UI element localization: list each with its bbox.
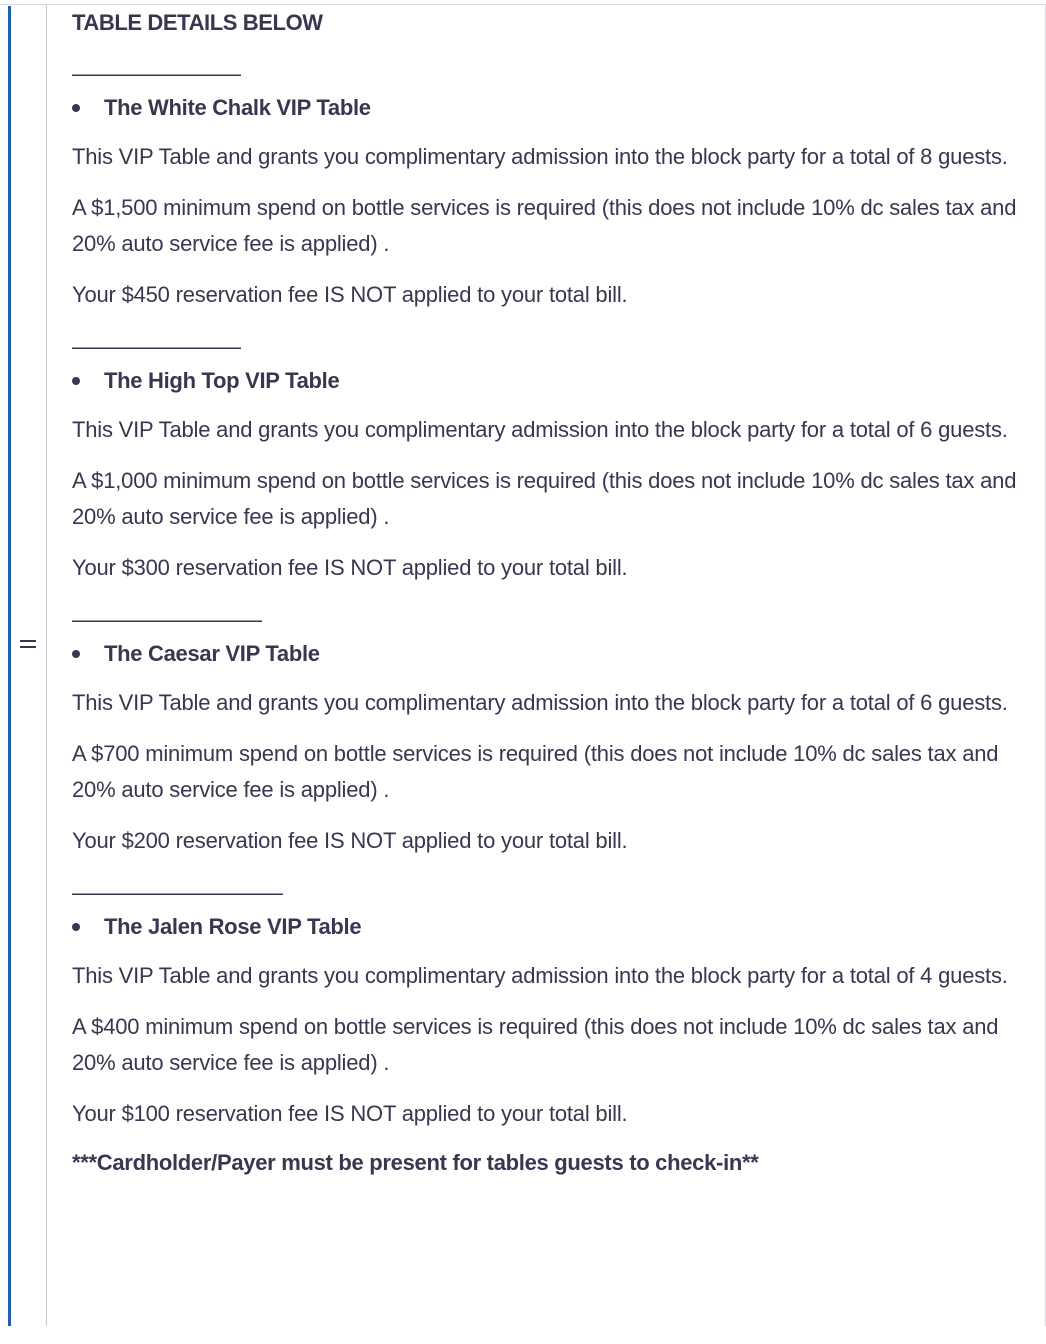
reservation-fee-text: Your $300 reservation fee IS NOT applied to your total bill. (72, 555, 628, 580)
minimum-spend-text: A $1,500 minimum spend on bottle services is required (this does not include 10% dc sales tax and 20% auto service fee is applied) . (72, 195, 1017, 256)
list-item (72, 364, 1027, 398)
section-divider: —————————— (72, 880, 282, 905)
bullet-icon (72, 650, 80, 658)
bullet-icon (72, 377, 80, 385)
checkin-note: ***Cardholder/Payer must be present for tables guests to check-in** (72, 1150, 759, 1175)
section-divider: ———————— (72, 61, 240, 86)
list-item (72, 637, 1027, 671)
section-divider: ———————— (72, 334, 240, 359)
bullet-icon (72, 104, 80, 112)
reservation-fee-text: Your $450 reservation fee IS NOT applied to your total bill. (72, 282, 628, 307)
list-item (72, 910, 1027, 944)
table-title: The High Top VIP Table (104, 368, 340, 393)
admission-text: This VIP Table and grants you complimentary admission into the block party for a total of 6 guests. (72, 690, 1008, 715)
text-block-content[interactable] (72, 6, 1027, 1180)
table-title: The Caesar VIP Table (104, 641, 320, 666)
admission-text: This VIP Table and grants you complimentary admission into the block party for a total of 4 guests. (72, 963, 1008, 988)
reservation-fee-text: Your $200 reservation fee IS NOT applied to your total bill. (72, 828, 628, 853)
reservation-fee-text: Your $100 reservation fee IS NOT applied to your total bill. (72, 1101, 628, 1126)
table-section-white-chalk (72, 63, 1027, 313)
section-heading: TABLE DETAILS BELOW (72, 10, 323, 35)
table-section-high-top (72, 336, 1027, 586)
selected-block-accent (8, 6, 11, 1326)
table-title: The White Chalk VIP Table (104, 95, 371, 120)
table-section-jalen-rose (72, 882, 1027, 1132)
gutter-divider (46, 5, 47, 1326)
section-divider: ————————— (72, 607, 261, 632)
bullet-icon (72, 923, 80, 931)
minimum-spend-text: A $400 minimum spend on bottle services is required (this does not include 10% dc sales tax and 20% auto service fee is applied) . (72, 1014, 999, 1075)
admission-text: This VIP Table and grants you complimentary admission into the block party for a total of 8 guests. (72, 144, 1008, 169)
minimum-spend-text: A $1,000 minimum spend on bottle services is required (this does not include 10% dc sales tax and 20% auto service fee is applied) . (72, 468, 1017, 529)
table-section-caesar (72, 609, 1027, 859)
table-title: The Jalen Rose VIP Table (104, 914, 362, 939)
admission-text: This VIP Table and grants you complimentary admission into the block party for a total of 6 guests. (72, 417, 1008, 442)
block-gutter (11, 5, 47, 1326)
editor-top-border (0, 4, 1046, 5)
minimum-spend-text: A $700 minimum spend on bottle services is required (this does not include 10% dc sales tax and 20% auto service fee is applied) . (72, 741, 999, 802)
list-item (72, 91, 1027, 125)
drag-handle-icon[interactable] (20, 637, 36, 651)
